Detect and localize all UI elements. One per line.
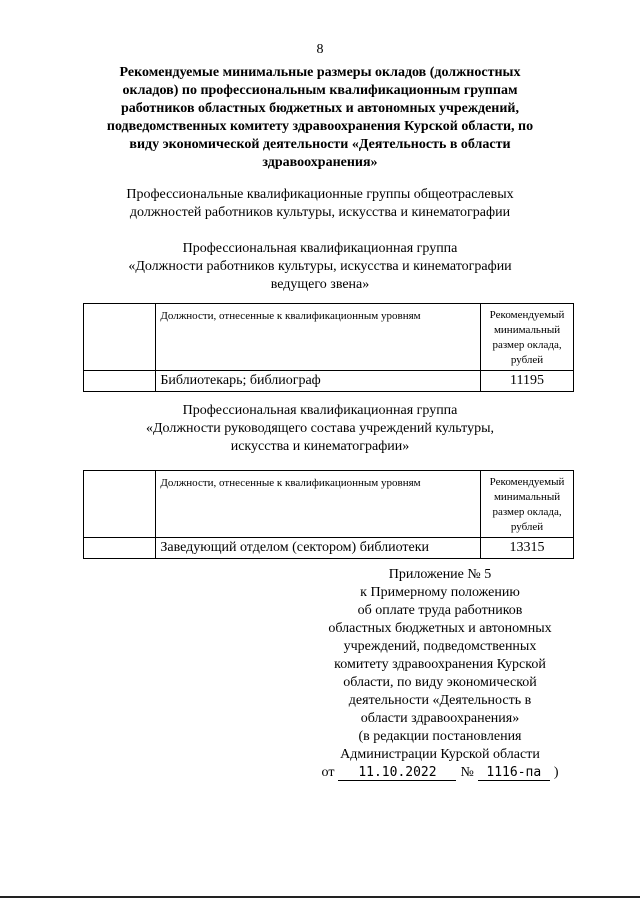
table-empty-cell bbox=[84, 471, 156, 538]
header-salary-line: рублей bbox=[510, 521, 544, 533]
group-heading-line: искусства и кинематографии» bbox=[230, 439, 410, 454]
row-salary: 11195 bbox=[481, 371, 574, 392]
appendix-line: областных бюджетных и автономных bbox=[328, 621, 552, 636]
section-heading-line: Профессиональные квалификационные группы общеотраслевых bbox=[126, 187, 514, 202]
header-salary bbox=[481, 304, 574, 371]
header-salary-line: размер оклада, bbox=[492, 339, 562, 351]
appendix-line: области, по виду экономической bbox=[343, 675, 537, 690]
title-line: работников областных бюджетных и автономных учреждений, bbox=[121, 101, 519, 116]
appendix-line: учреждений, подведомственных bbox=[343, 639, 537, 654]
group-heading-line: Профессиональная квалификационная группа bbox=[182, 241, 458, 256]
salary-table-1 bbox=[83, 303, 574, 392]
page-edge-line bbox=[0, 896, 640, 898]
appendix-line: к Примерному положению bbox=[360, 585, 520, 600]
row-position: Библиотекарь; библиограф bbox=[156, 371, 481, 392]
row-salary: 13315 bbox=[481, 538, 574, 559]
table-empty-cell bbox=[84, 304, 156, 371]
resolution-number: 1116-па bbox=[478, 765, 550, 781]
from-label: от bbox=[321, 765, 335, 780]
appendix-line: об оплате труда работников bbox=[357, 603, 523, 618]
appendix-line: Администрации Курской области bbox=[340, 747, 540, 762]
header-position: Должности, отнесенные к квалификационным уровням bbox=[156, 471, 481, 538]
table-empty-cell bbox=[84, 371, 156, 392]
group-heading-line: Профессиональная квалификационная группа bbox=[182, 403, 458, 418]
title-line: здравоохранения» bbox=[262, 155, 378, 170]
appendix-line: (в редакции постановления bbox=[358, 729, 522, 744]
salary-table-2 bbox=[83, 470, 574, 559]
group-heading-line: «Должности работников культуры, искусства и кинематографии bbox=[128, 259, 512, 274]
section-heading bbox=[80, 186, 560, 222]
header-salary-line: Рекомендуемый bbox=[489, 476, 565, 488]
document-title bbox=[80, 64, 560, 172]
row-position: Заведующий отделом (сектором) библиотеки bbox=[156, 538, 481, 559]
appendix-line: деятельности «Деятельность в bbox=[348, 693, 532, 708]
title-line: Рекомендуемые минимальные размеры окладов (должностных bbox=[119, 65, 521, 80]
section-heading-line: должностей работников культуры, искусства и кинематографии bbox=[129, 205, 511, 220]
header-salary bbox=[481, 471, 574, 538]
title-line: подведомственных комитету здравоохранения Курской области, по bbox=[106, 119, 534, 134]
group-heading-line: ведущего звена» bbox=[270, 277, 370, 292]
resolution-date: 11.10.2022 bbox=[338, 765, 456, 781]
table-empty-cell bbox=[84, 538, 156, 559]
table-header-row bbox=[84, 471, 574, 538]
title-line: виду экономической деятельности «Деятельность в области bbox=[129, 137, 511, 152]
header-salary-line: Рекомендуемый bbox=[489, 309, 565, 321]
table-row bbox=[84, 538, 574, 559]
appendix-line: Приложение № 5 bbox=[388, 567, 492, 582]
group-heading-2 bbox=[80, 402, 560, 456]
resolution-reference bbox=[290, 764, 590, 782]
group-heading-1 bbox=[80, 240, 560, 294]
header-salary-line: рублей bbox=[510, 354, 544, 366]
title-line: окладов) по профессиональным квалификационным группам bbox=[122, 83, 518, 98]
appendix-block bbox=[290, 566, 590, 782]
closing-bracket: ) bbox=[553, 765, 559, 780]
header-position: Должности, отнесенные к квалификационным уровням bbox=[156, 304, 481, 371]
header-salary-line: размер оклада, bbox=[492, 506, 562, 518]
appendix-line: комитету здравоохранения Курской bbox=[334, 657, 546, 672]
header-salary-line: минимальный bbox=[493, 491, 561, 503]
page-number: 8 bbox=[316, 42, 324, 57]
number-label: № bbox=[460, 765, 474, 780]
appendix-line: области здравоохранения» bbox=[360, 711, 520, 726]
table-header-row bbox=[84, 304, 574, 371]
group-heading-line: «Должности руководящего состава учреждений культуры, bbox=[146, 421, 494, 436]
table-row bbox=[84, 371, 574, 392]
header-salary-line: минимальный bbox=[493, 324, 561, 336]
